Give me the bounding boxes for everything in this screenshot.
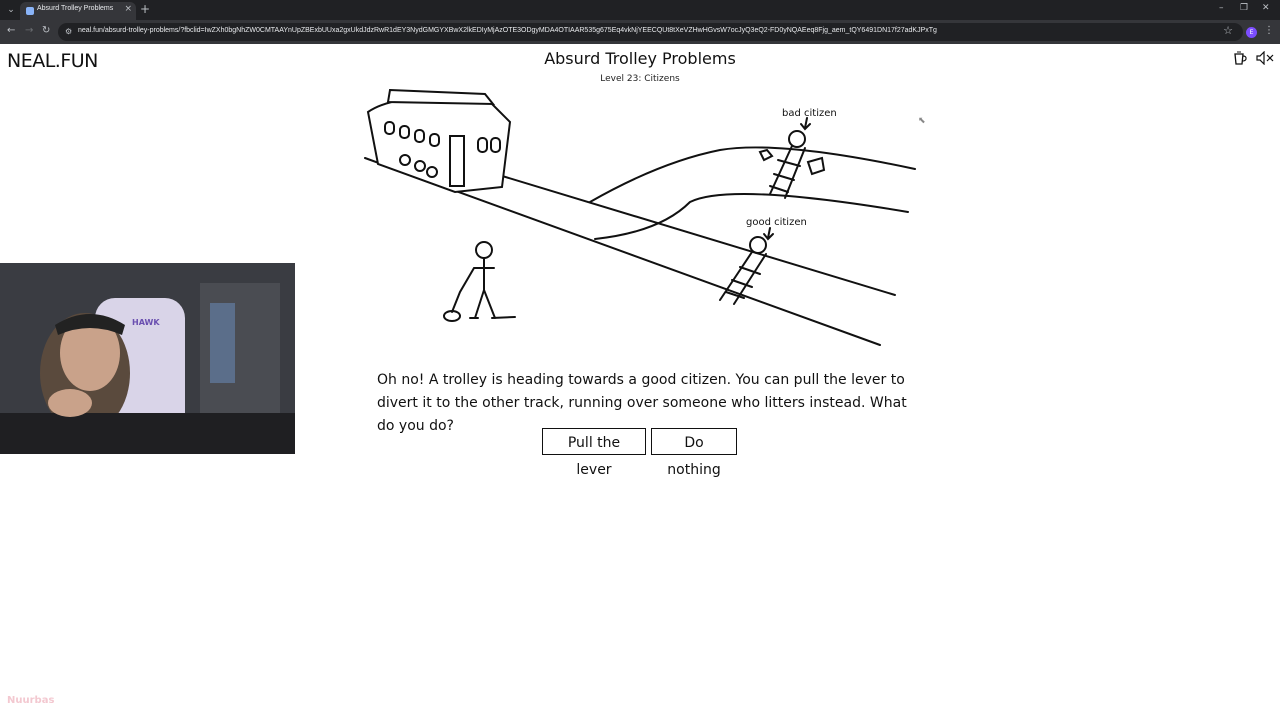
lever-person [444,242,515,321]
browser-menu-icon[interactable]: ⋮ [1264,25,1274,36]
back-icon[interactable]: ← [7,25,16,36]
close-window-button[interactable]: ✕ [1262,3,1270,13]
site-info-icon[interactable]: ⚙ [65,27,73,36]
question-text: Oh no! A trolley is heading towards a good citizen. You can pull the lever to divert it to the other track, running over someone who litters instead. What do you do? [377,372,907,434]
tab-close-icon[interactable]: × [124,4,132,14]
profile-avatar[interactable]: E [1246,27,1257,38]
address-bar[interactable] [58,23,1243,41]
page-title: Absurd Trolley Problems [544,49,736,68]
do-nothing-button[interactable]: Do nothing [651,428,737,455]
level-label: Level 23: Citizens [600,74,680,84]
reload-icon[interactable]: ↻ [42,25,51,36]
favicon-icon [26,7,34,15]
bad-citizen-figure [760,131,824,198]
tab-title: Absurd Trolley Problems [37,5,114,12]
webcam-chair-text: HAWK [132,318,160,327]
trolley [368,90,510,192]
site-logo[interactable]: NEAL.FUN [7,50,98,72]
browser-tab[interactable] [20,2,136,20]
new-tab-button[interactable]: + [140,2,151,16]
good-citizen-label: good citizen [746,217,807,228]
good-citizen-figure [720,237,766,304]
pull-lever-button[interactable]: Pull the lever [542,428,646,455]
bad-citizen-label: bad citizen [782,108,837,119]
webcam-feed [0,263,295,454]
browser-tab-bar [0,0,1280,20]
streamer-watermark: Nuurbas [7,695,55,706]
mouse-cursor-icon: ⬉ [918,116,926,126]
trolley-scene [360,82,920,352]
webcam-overlay [0,263,295,454]
bookmark-star-icon[interactable]: ☆ [1223,24,1233,37]
browser-toolbar [0,20,1280,44]
coffee-icon[interactable] [1233,51,1247,65]
minimize-button[interactable]: – [1219,3,1224,13]
url-text[interactable]: neal.fun/absurd-trolley-problems/?fbclid=IwZXh0bgNhZW0CMTAAYnUpZBExbUUxa2gxUkdJdzRwR1dEY3NydGMGYXBwX2lkEDIyMjAzOTE3ODgyMDA4OTIAAR535g675Eq4vkNjYEECQUt8tXeVZHwHGvsW7ocJyQ3eQ2-FD0yNQAEeq8Fjg_aem_tQY6491DN17f27adKJPxTg [78,27,937,34]
tab-search-icon[interactable]: ⌄ [7,5,15,15]
restore-button[interactable]: ❐ [1240,3,1249,13]
mute-icon[interactable] [1256,51,1274,65]
forward-icon[interactable]: → [25,25,34,36]
